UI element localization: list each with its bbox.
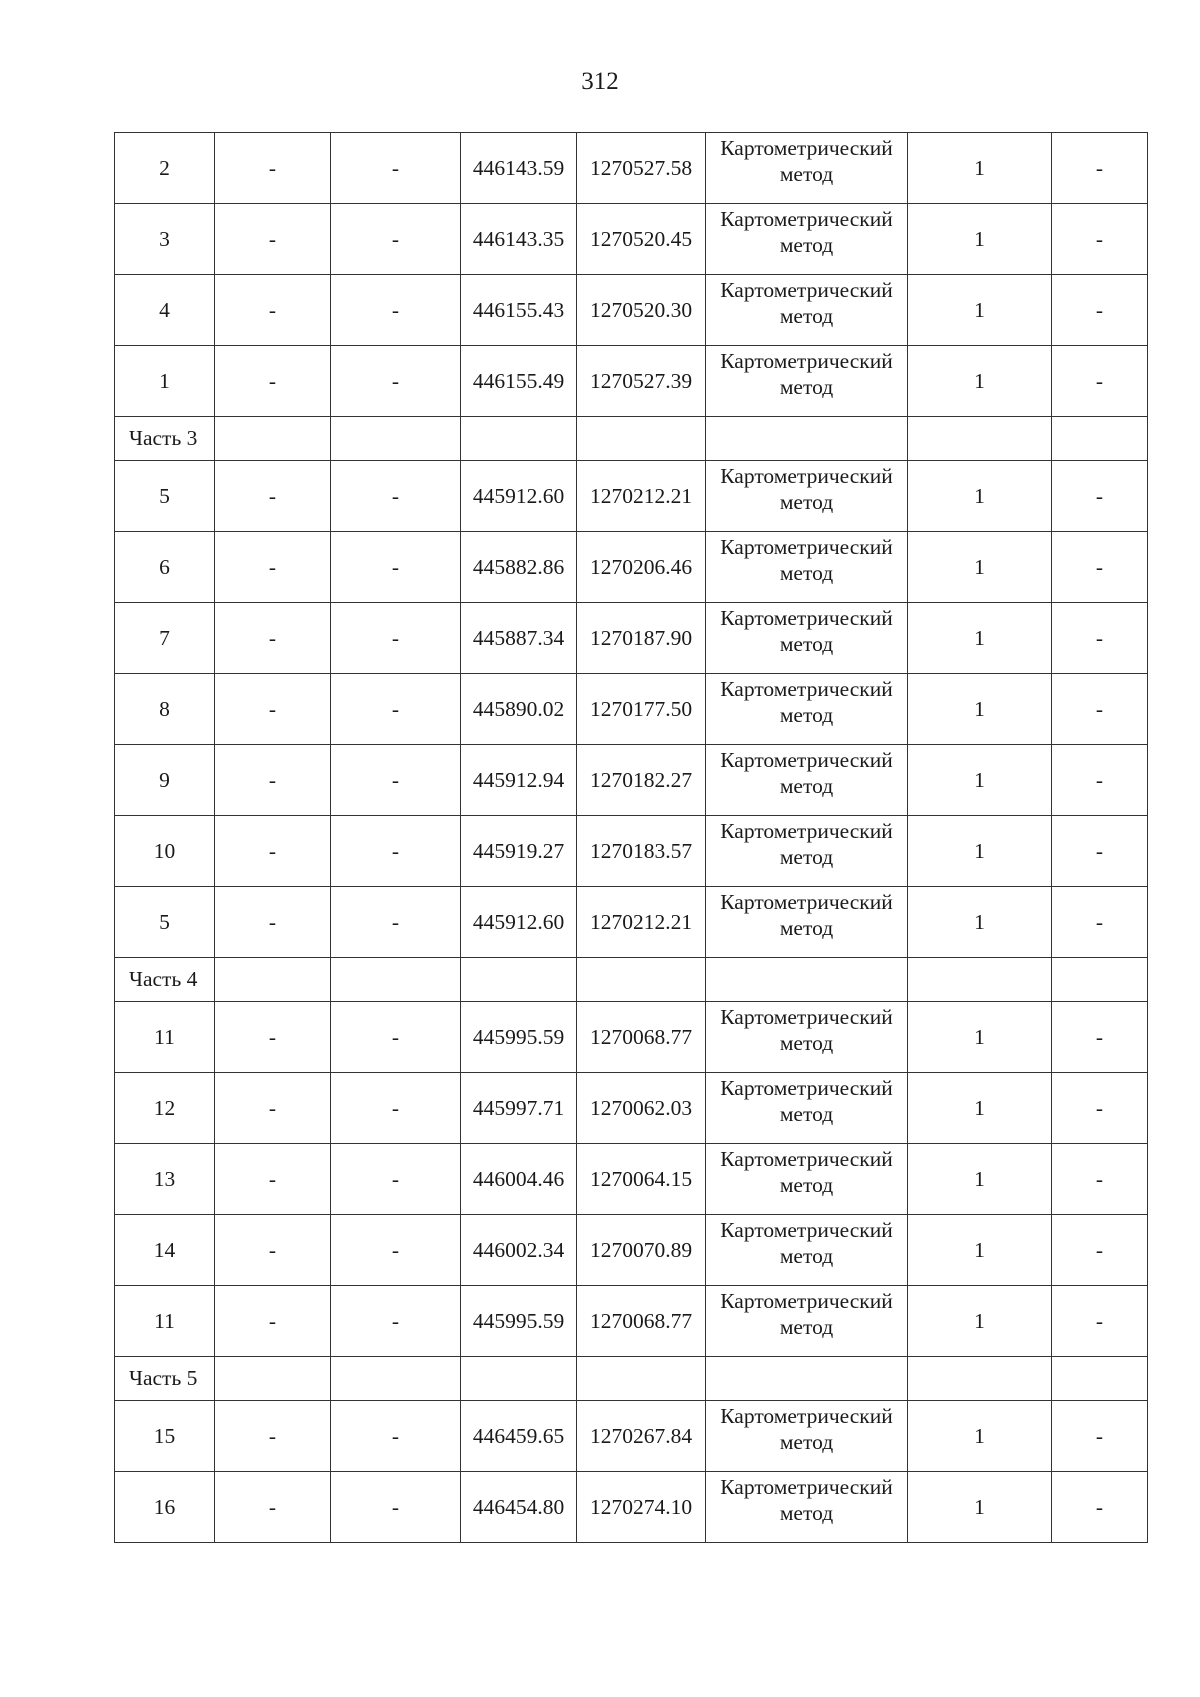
- method-cell: [706, 674, 908, 745]
- point-number-cell: 4: [115, 275, 215, 346]
- point-number-cell: 2: [115, 133, 215, 204]
- dash-cell: -: [215, 1073, 331, 1144]
- x-coordinate-cell: 446454.80: [461, 1472, 577, 1543]
- dash-cell: -: [215, 1286, 331, 1357]
- x-coordinate-cell: 446002.34: [461, 1215, 577, 1286]
- dash-cell: -: [215, 275, 331, 346]
- y-coordinate-cell: 1270520.30: [577, 275, 706, 346]
- y-coordinate-cell: 1270070.89: [577, 1215, 706, 1286]
- point-number-cell: 7: [115, 603, 215, 674]
- empty-cell: [461, 417, 577, 461]
- accuracy-cell: 1: [908, 745, 1052, 816]
- method-line-2: метод: [779, 774, 834, 798]
- dash-cell: -: [215, 674, 331, 745]
- empty-cell: [908, 417, 1052, 461]
- empty-cell: [908, 1357, 1052, 1401]
- dash-cell: -: [1052, 1401, 1148, 1472]
- dash-cell: -: [331, 745, 461, 816]
- empty-cell: [331, 417, 461, 461]
- empty-cell: [706, 417, 908, 461]
- coordinates-table: [114, 132, 1148, 1543]
- method-line-1: Картометрический: [720, 278, 893, 302]
- method-line-2: метод: [779, 1173, 834, 1197]
- y-coordinate-cell: 1270527.39: [577, 346, 706, 417]
- method-line-1: Картометрический: [720, 606, 893, 630]
- point-number-cell: 16: [115, 1472, 215, 1543]
- table-row: [115, 461, 1148, 532]
- table-row: [115, 887, 1148, 958]
- y-coordinate-cell: 1270064.15: [577, 1144, 706, 1215]
- y-coordinate-cell: 1270182.27: [577, 745, 706, 816]
- x-coordinate-cell: 445912.94: [461, 745, 577, 816]
- point-number-cell: 9: [115, 745, 215, 816]
- method-line-2: метод: [779, 845, 834, 869]
- accuracy-cell: 1: [908, 1073, 1052, 1144]
- method-line-1: Картометрический: [720, 1289, 893, 1313]
- dash-cell: -: [1052, 275, 1148, 346]
- accuracy-cell: 1: [908, 1002, 1052, 1073]
- point-number-cell: 12: [115, 1073, 215, 1144]
- dash-cell: -: [215, 346, 331, 417]
- method-cell: [706, 461, 908, 532]
- method-line-2: метод: [779, 1031, 834, 1055]
- dash-cell: -: [215, 1144, 331, 1215]
- section-row: [115, 958, 1148, 1002]
- y-coordinate-cell: 1270187.90: [577, 603, 706, 674]
- empty-cell: [215, 958, 331, 1002]
- dash-cell: -: [1052, 1073, 1148, 1144]
- point-number-cell: 3: [115, 204, 215, 275]
- table-row: [115, 204, 1148, 275]
- section-label: Часть 3: [115, 417, 215, 461]
- dash-cell: -: [331, 1472, 461, 1543]
- dash-cell: -: [331, 204, 461, 275]
- page-number: 312: [581, 68, 619, 95]
- method-cell: [706, 603, 908, 674]
- method-line-1: Картометрический: [720, 136, 893, 160]
- y-coordinate-cell: 1270068.77: [577, 1002, 706, 1073]
- dash-cell: -: [215, 816, 331, 887]
- method-line-1: Картометрический: [720, 1005, 893, 1029]
- empty-cell: [706, 958, 908, 1002]
- method-line-2: метод: [779, 162, 834, 186]
- empty-cell: [577, 1357, 706, 1401]
- section-row: [115, 1357, 1148, 1401]
- dash-cell: -: [215, 461, 331, 532]
- dash-cell: -: [1052, 674, 1148, 745]
- accuracy-cell: 1: [908, 1286, 1052, 1357]
- x-coordinate-cell: 445997.71: [461, 1073, 577, 1144]
- accuracy-cell: 1: [908, 1401, 1052, 1472]
- dash-cell: -: [1052, 1286, 1148, 1357]
- dash-cell: -: [215, 745, 331, 816]
- method-cell: [706, 1286, 908, 1357]
- dash-cell: -: [331, 1215, 461, 1286]
- table-row: [115, 603, 1148, 674]
- x-coordinate-cell: 445912.60: [461, 887, 577, 958]
- method-cell: [706, 1002, 908, 1073]
- method-cell: [706, 816, 908, 887]
- dash-cell: -: [331, 133, 461, 204]
- x-coordinate-cell: 446155.49: [461, 346, 577, 417]
- table-row: [115, 1073, 1148, 1144]
- table-row: [115, 745, 1148, 816]
- accuracy-cell: 1: [908, 1215, 1052, 1286]
- empty-cell: [1052, 417, 1148, 461]
- x-coordinate-cell: 445890.02: [461, 674, 577, 745]
- point-number-cell: 11: [115, 1002, 215, 1073]
- empty-cell: [331, 958, 461, 1002]
- y-coordinate-cell: 1270212.21: [577, 887, 706, 958]
- table-row: [115, 133, 1148, 204]
- empty-cell: [1052, 1357, 1148, 1401]
- dash-cell: -: [331, 1401, 461, 1472]
- point-number-cell: 5: [115, 887, 215, 958]
- y-coordinate-cell: 1270527.58: [577, 133, 706, 204]
- y-coordinate-cell: 1270212.21: [577, 461, 706, 532]
- dash-cell: -: [331, 887, 461, 958]
- method-line-1: Картометрический: [720, 464, 893, 488]
- point-number-cell: 1: [115, 346, 215, 417]
- table-row: [115, 1401, 1148, 1472]
- dash-cell: -: [1052, 133, 1148, 204]
- method-line-1: Картометрический: [720, 1076, 893, 1100]
- y-coordinate-cell: 1270206.46: [577, 532, 706, 603]
- x-coordinate-cell: 445912.60: [461, 461, 577, 532]
- method-line-2: метод: [779, 1102, 834, 1126]
- dash-cell: -: [1052, 816, 1148, 887]
- table-row: [115, 1144, 1148, 1215]
- accuracy-cell: 1: [908, 816, 1052, 887]
- method-line-2: метод: [779, 1315, 834, 1339]
- x-coordinate-cell: 446143.59: [461, 133, 577, 204]
- table-row: [115, 532, 1148, 603]
- x-coordinate-cell: 445882.86: [461, 532, 577, 603]
- table-body: [115, 133, 1148, 1543]
- method-line-1: Картометрический: [720, 1475, 893, 1499]
- dash-cell: -: [331, 346, 461, 417]
- y-coordinate-cell: 1270177.50: [577, 674, 706, 745]
- method-line-1: Картометрический: [720, 1218, 893, 1242]
- method-line-1: Картометрический: [720, 349, 893, 373]
- method-cell: [706, 1472, 908, 1543]
- dash-cell: -: [331, 603, 461, 674]
- dash-cell: -: [1052, 1002, 1148, 1073]
- dash-cell: -: [215, 887, 331, 958]
- section-label: Часть 5: [115, 1357, 215, 1401]
- section-row: [115, 417, 1148, 461]
- dash-cell: -: [331, 1073, 461, 1144]
- method-cell: [706, 275, 908, 346]
- method-line-1: Картометрический: [720, 207, 893, 231]
- accuracy-cell: 1: [908, 887, 1052, 958]
- y-coordinate-cell: 1270183.57: [577, 816, 706, 887]
- accuracy-cell: 1: [908, 1472, 1052, 1543]
- accuracy-cell: 1: [908, 674, 1052, 745]
- dash-cell: -: [331, 532, 461, 603]
- method-line-2: метод: [779, 632, 834, 656]
- empty-cell: [908, 958, 1052, 1002]
- method-cell: [706, 1073, 908, 1144]
- point-number-cell: 15: [115, 1401, 215, 1472]
- table-row: [115, 1472, 1148, 1543]
- dash-cell: -: [215, 1215, 331, 1286]
- dash-cell: -: [1052, 603, 1148, 674]
- point-number-cell: 6: [115, 532, 215, 603]
- x-coordinate-cell: 446143.35: [461, 204, 577, 275]
- dash-cell: -: [1052, 204, 1148, 275]
- y-coordinate-cell: 1270274.10: [577, 1472, 706, 1543]
- dash-cell: -: [331, 461, 461, 532]
- method-line-2: метод: [779, 916, 834, 940]
- table-row: [115, 1215, 1148, 1286]
- accuracy-cell: 1: [908, 133, 1052, 204]
- method-cell: [706, 346, 908, 417]
- x-coordinate-cell: 445995.59: [461, 1286, 577, 1357]
- x-coordinate-cell: 446004.46: [461, 1144, 577, 1215]
- x-coordinate-cell: 445995.59: [461, 1002, 577, 1073]
- method-line-1: Картометрический: [720, 748, 893, 772]
- empty-cell: [577, 417, 706, 461]
- x-coordinate-cell: 445919.27: [461, 816, 577, 887]
- method-cell: [706, 1215, 908, 1286]
- dash-cell: -: [1052, 1472, 1148, 1543]
- method-cell: [706, 1144, 908, 1215]
- table-row: [115, 1286, 1148, 1357]
- dash-cell: -: [331, 1002, 461, 1073]
- accuracy-cell: 1: [908, 532, 1052, 603]
- point-number-cell: 10: [115, 816, 215, 887]
- method-line-2: метод: [779, 703, 834, 727]
- empty-cell: [215, 417, 331, 461]
- dash-cell: -: [215, 133, 331, 204]
- point-number-cell: 14: [115, 1215, 215, 1286]
- method-line-2: метод: [779, 233, 834, 257]
- accuracy-cell: 1: [908, 204, 1052, 275]
- method-line-1: Картометрический: [720, 677, 893, 701]
- method-cell: [706, 204, 908, 275]
- accuracy-cell: 1: [908, 1144, 1052, 1215]
- x-coordinate-cell: 446155.43: [461, 275, 577, 346]
- method-line-2: метод: [779, 1430, 834, 1454]
- empty-cell: [215, 1357, 331, 1401]
- method-cell: [706, 745, 908, 816]
- method-line-2: метод: [779, 1501, 834, 1525]
- point-number-cell: 5: [115, 461, 215, 532]
- y-coordinate-cell: 1270520.45: [577, 204, 706, 275]
- accuracy-cell: 1: [908, 346, 1052, 417]
- empty-cell: [706, 1357, 908, 1401]
- x-coordinate-cell: 445887.34: [461, 603, 577, 674]
- table-row: [115, 816, 1148, 887]
- dash-cell: -: [1052, 745, 1148, 816]
- empty-cell: [1052, 958, 1148, 1002]
- method-line-1: Картометрический: [720, 1404, 893, 1428]
- table-row: [115, 275, 1148, 346]
- method-line-1: Картометрический: [720, 535, 893, 559]
- y-coordinate-cell: 1270267.84: [577, 1401, 706, 1472]
- method-cell: [706, 887, 908, 958]
- dash-cell: -: [1052, 1215, 1148, 1286]
- method-line-2: метод: [779, 1244, 834, 1268]
- dash-cell: -: [215, 532, 331, 603]
- dash-cell: -: [215, 1002, 331, 1073]
- empty-cell: [461, 958, 577, 1002]
- dash-cell: -: [1052, 887, 1148, 958]
- dash-cell: -: [331, 674, 461, 745]
- table-row: [115, 674, 1148, 745]
- point-number-cell: 11: [115, 1286, 215, 1357]
- dash-cell: -: [331, 1286, 461, 1357]
- x-coordinate-cell: 446459.65: [461, 1401, 577, 1472]
- point-number-cell: 13: [115, 1144, 215, 1215]
- y-coordinate-cell: 1270068.77: [577, 1286, 706, 1357]
- method-line-2: метод: [779, 375, 834, 399]
- dash-cell: -: [331, 816, 461, 887]
- dash-cell: -: [331, 1144, 461, 1215]
- empty-cell: [461, 1357, 577, 1401]
- table-row: [115, 1002, 1148, 1073]
- method-cell: [706, 133, 908, 204]
- section-label: Часть 4: [115, 958, 215, 1002]
- empty-cell: [331, 1357, 461, 1401]
- dash-cell: -: [215, 1401, 331, 1472]
- dash-cell: -: [1052, 1144, 1148, 1215]
- method-line-2: метод: [779, 561, 834, 585]
- accuracy-cell: 1: [908, 461, 1052, 532]
- accuracy-cell: 1: [908, 603, 1052, 674]
- dash-cell: -: [215, 204, 331, 275]
- y-coordinate-cell: 1270062.03: [577, 1073, 706, 1144]
- accuracy-cell: 1: [908, 275, 1052, 346]
- dash-cell: -: [1052, 532, 1148, 603]
- method-line-1: Картометрический: [720, 819, 893, 843]
- method-line-1: Картометрический: [720, 1147, 893, 1171]
- method-cell: [706, 532, 908, 603]
- dash-cell: -: [215, 603, 331, 674]
- method-line-2: метод: [779, 304, 834, 328]
- method-cell: [706, 1401, 908, 1472]
- dash-cell: -: [331, 275, 461, 346]
- dash-cell: -: [1052, 461, 1148, 532]
- dash-cell: -: [215, 1472, 331, 1543]
- method-line-2: метод: [779, 490, 834, 514]
- table-row: [115, 346, 1148, 417]
- dash-cell: -: [1052, 346, 1148, 417]
- point-number-cell: 8: [115, 674, 215, 745]
- empty-cell: [577, 958, 706, 1002]
- method-line-1: Картометрический: [720, 890, 893, 914]
